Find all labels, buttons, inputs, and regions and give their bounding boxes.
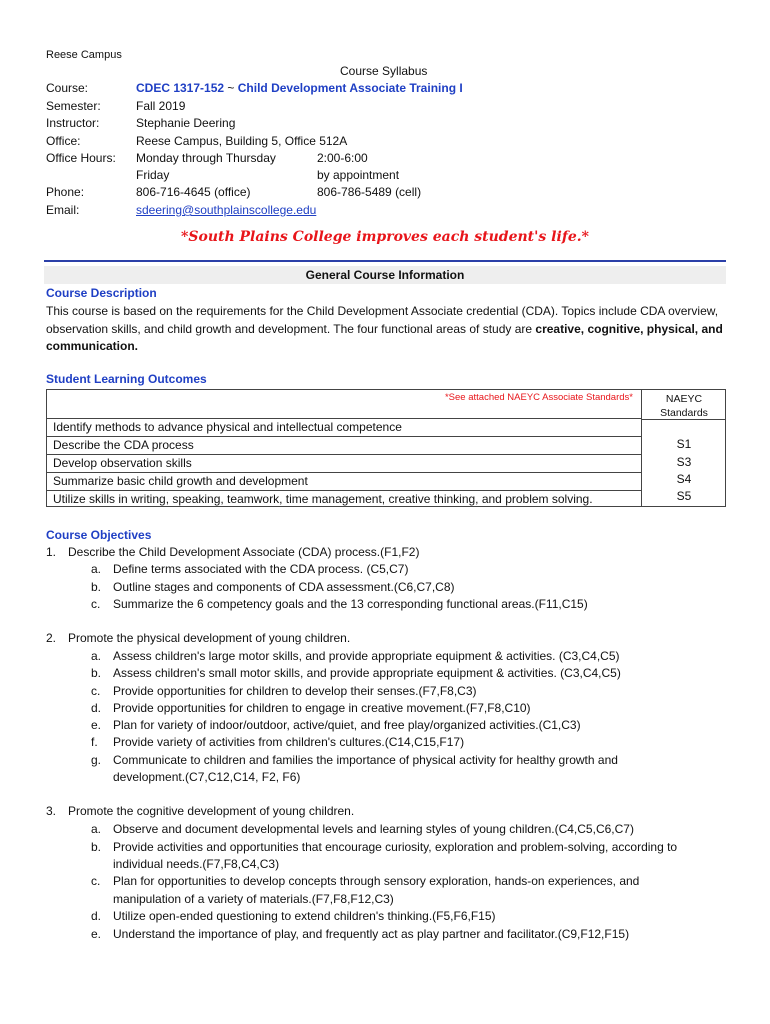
instructor-value: Stephanie Deering — [136, 116, 236, 130]
description-body: This course is based on the requirements for the Child Development Associate credential (CDA). Topics include CDA overview, observation skills, and child growth and development. The four functional areas of study are — [46, 304, 719, 336]
college-motto: *South Plains College improves each student's life.* — [181, 229, 589, 245]
office-label: Office: — [46, 134, 81, 148]
standard-code: S4 — [676, 472, 692, 486]
sub-objective-letter: a. — [91, 562, 102, 576]
sub-objective-letter: c. — [91, 874, 101, 888]
outcome-row: Utilize skills in writing, speaking, teamwork, time management, creative thinking, and problem solving. — [47, 490, 641, 506]
sub-objective-text: Define terms associated with the CDA process. (C5,C7) — [113, 562, 409, 576]
email-link[interactable]: sdeering@southplainscollege.edu — [136, 203, 317, 217]
outcomes-table — [46, 389, 726, 507]
standard-code: S3 — [676, 455, 692, 469]
phone-office: 806-716-4645 (office) — [136, 185, 251, 199]
section-divider — [44, 260, 726, 262]
standard-code: S1 — [676, 437, 692, 451]
sub-objective-text-continued: individual needs.(F7,F8,C4,C3) — [113, 857, 280, 871]
sub-objective-letter: d. — [91, 701, 102, 715]
sub-objective-text: Outline stages and components of CDA assessment.(C6,C7,C8) — [113, 580, 455, 594]
objective-text: Describe the Child Development Associate (CDA) process.(F1,F2) — [68, 545, 420, 559]
document-title: Course Syllabus — [340, 64, 428, 78]
objective-number: 3. — [46, 804, 57, 818]
sub-objective-text: Plan for variety of indoor/outdoor, active/quiet, and free play/organized activities.(C1,C3) — [113, 718, 581, 732]
standard-code: S5 — [676, 489, 692, 503]
outcome-row: Develop observation skills — [47, 454, 641, 472]
outcome-row: Describe the CDA process — [47, 436, 641, 454]
objective-text: Promote the physical development of young children. — [68, 631, 351, 645]
course-label: Course: — [46, 81, 89, 95]
sub-objective-letter: d. — [91, 909, 102, 923]
course-code: CDEC 1317-152 — [136, 81, 225, 95]
phone-cell: 806-786-5489 (cell) — [317, 185, 422, 199]
office-hours-label: Office Hours: — [46, 151, 116, 165]
sub-objective-text: Provide opportunities for children to engage in creative movement.(F7,F8,C10) — [113, 701, 531, 715]
outcome-row: Identify methods to advance physical and intellectual competence — [47, 418, 641, 436]
sub-objective-letter: e. — [91, 718, 102, 732]
sub-objective-text: Provide opportunities for children to develop their senses.(F7,F8,C3) — [113, 684, 477, 698]
sub-objective-letter: g. — [91, 753, 102, 767]
description-functional-areas: creative, cognitive, physical, and communication. — [46, 321, 723, 353]
sub-objective-text: Provide variety of activities from children's cultures.(C14,C15,F17) — [113, 735, 465, 749]
sub-objective-letter: a. — [91, 649, 102, 663]
semester-label: Semester: — [46, 99, 101, 113]
general-info-heading: General Course Information — [44, 266, 726, 284]
office-value: Reese Campus, Building 5, Office 512A — [136, 134, 348, 148]
objective-text: Promote the cognitive development of young children. — [68, 804, 355, 818]
instructor-label: Instructor: — [46, 116, 100, 130]
sub-objective-letter: f. — [91, 735, 98, 749]
description-text — [46, 303, 726, 356]
sub-objective-text: Understand the importance of play, and frequently act as play partner and facilitator.(C9,F12,F15) — [113, 927, 630, 941]
course-title — [136, 81, 463, 95]
outcomes-column — [47, 390, 642, 506]
standards-header: NAEYC Standards — [660, 393, 708, 419]
course-name: Child Development Associate Training I — [237, 81, 463, 95]
objectives-heading: Course Objectives — [46, 528, 152, 542]
office-hours-time-1: 2:00-6:00 — [317, 151, 368, 165]
objective-number: 2. — [46, 631, 57, 645]
office-hours-time-2: by appointment — [317, 168, 400, 182]
sub-objective-text-continued: development.(C7,C12,C14, F2, F6) — [113, 770, 301, 784]
outcomes-heading: Student Learning Outcomes — [46, 372, 207, 386]
sub-objective-text: Observe and document developmental levels and learning styles of young children.(C4,C5,C6,C7) — [113, 822, 634, 836]
campus-name: Reese Campus — [46, 49, 122, 61]
semester-value: Fall 2019 — [136, 99, 186, 113]
outcome-row: Summarize basic child growth and development — [47, 472, 641, 490]
sub-objective-letter: a. — [91, 822, 102, 836]
standards-divider — [642, 419, 726, 420]
sub-objective-text: Communicate to children and families the importance of physical activity for healthy growth and — [113, 753, 618, 767]
standards-note: *See attached NAEYC Associate Standards* — [444, 392, 633, 403]
course-separator: ~ — [224, 81, 238, 95]
description-heading: Course Description — [46, 286, 157, 300]
sub-objective-letter: c. — [91, 684, 101, 698]
sub-objective-text: Plan for opportunities to develop concepts through sensory exploration, hands-on experiences, and — [113, 874, 640, 888]
sub-objective-letter: b. — [91, 580, 102, 594]
sub-objective-text: Utilize open-ended questioning to extend children's thinking.(F5,F6,F15) — [113, 909, 496, 923]
sub-objective-letter: b. — [91, 666, 102, 680]
sub-objective-text: Summarize the 6 competency goals and the 13 corresponding functional areas.(F11,C15) — [113, 597, 588, 611]
office-hours-days-2: Friday — [136, 168, 170, 182]
phone-label: Phone: — [46, 185, 85, 199]
objective-number: 1. — [46, 545, 57, 559]
office-hours-days-1: Monday through Thursday — [136, 151, 276, 165]
sub-objective-text: Assess children's large motor skills, and provide appropriate equipment & activities. (C3,C4,C5) — [113, 649, 620, 663]
sub-objective-text-continued: manipulation of a variety of materials.(F7,F8,F12,C3) — [113, 892, 394, 906]
sub-objective-text: Assess children's small motor skills, and provide appropriate equipment & activities. (C3,C4,C5) — [113, 666, 621, 680]
sub-objective-letter: e. — [91, 927, 102, 941]
sub-objective-letter: c. — [91, 597, 101, 611]
email-label: Email: — [46, 203, 80, 217]
sub-objective-letter: b. — [91, 840, 102, 854]
sub-objective-text: Provide activities and opportunities that encourage curiosity, exploration and problem-solving, according to — [113, 840, 678, 854]
